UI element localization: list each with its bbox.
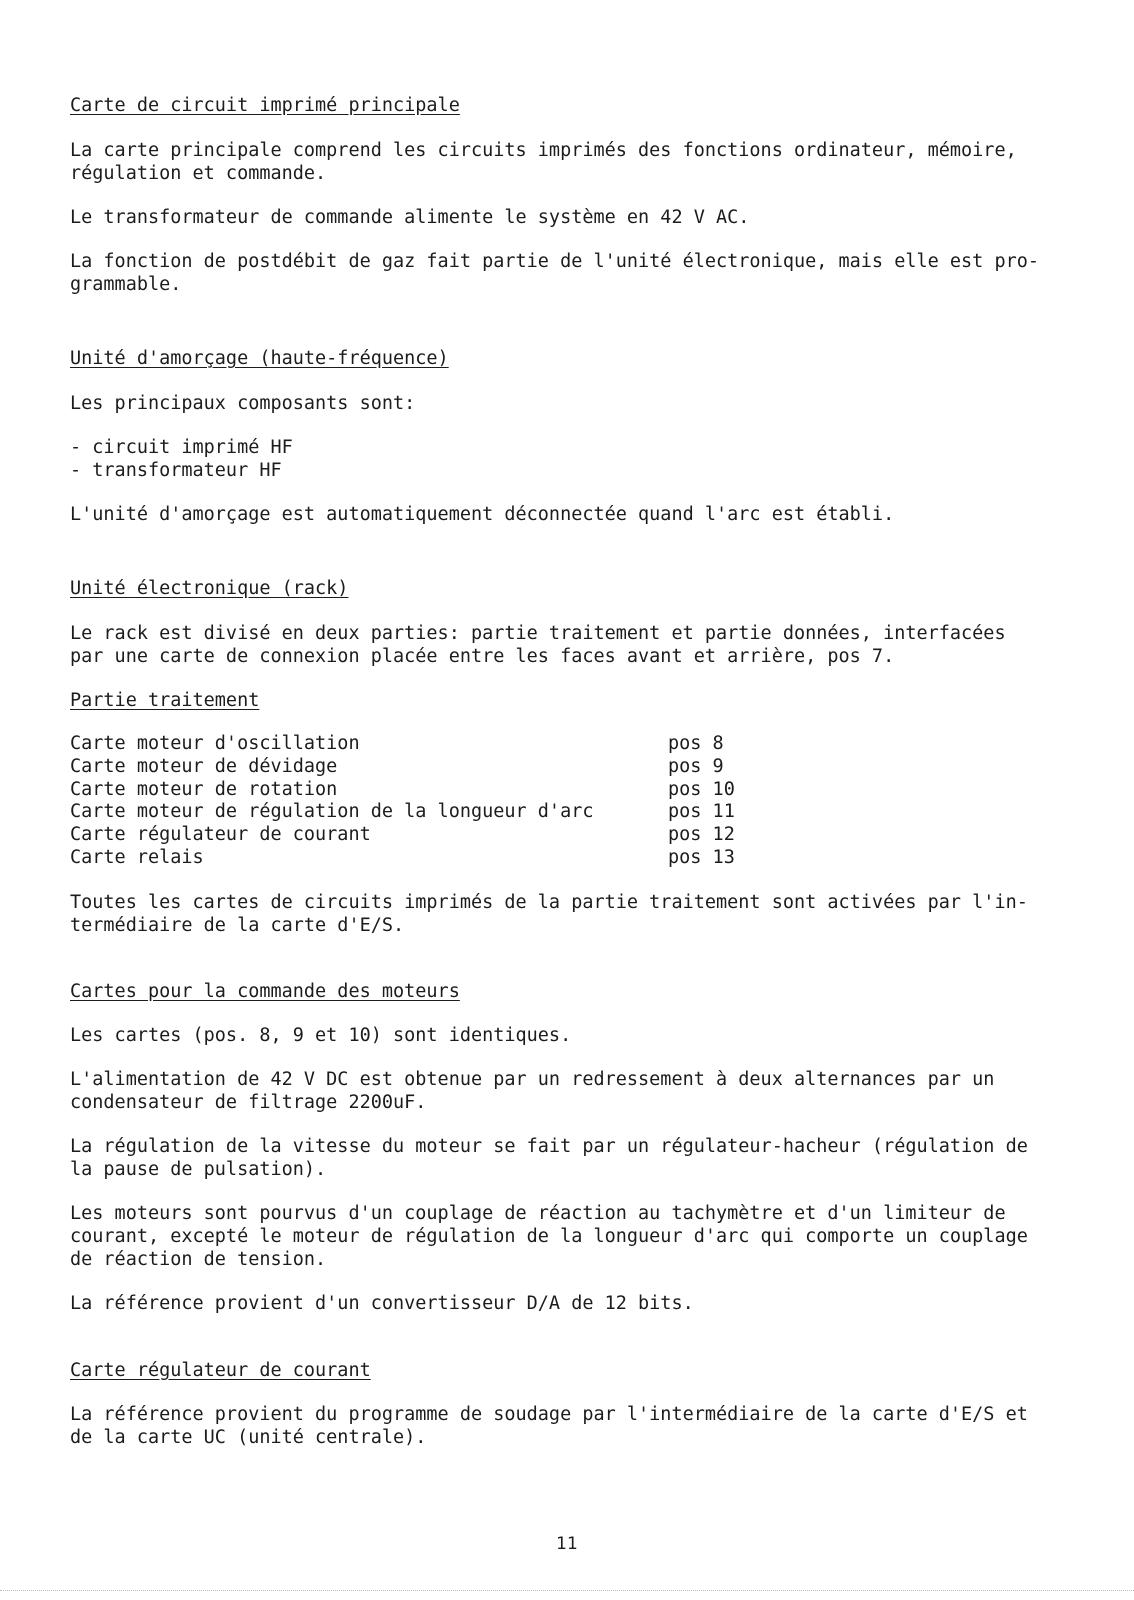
row-pos: pos 10 [668, 778, 735, 800]
heading-processing: Partie traitement [70, 690, 260, 711]
processing-paragraph-line-1: Toutes les cartes de circuits imprimés de la partie traitement sont activées par l'in- [70, 891, 1028, 913]
table-row [70, 847, 1070, 870]
heading-rack: Unité électronique (rack) [70, 578, 349, 599]
main-board-paragraph-1-line-1: La carte principale comprend les circuits imprimés des fonctions ordinateur, mémoire, [70, 140, 1017, 161]
motor-cards-paragraph-5: La référence provient d'un convertisseur D/A de 12 bits. [70, 1292, 694, 1314]
main-board-paragraph-1-line-2: régulation et commande. [70, 163, 327, 184]
motor-cards-paragraph-2-line-1: L'alimentation de 42 V DC est obtenue par un redressement à deux alternances par un [70, 1068, 995, 1090]
main-board-paragraph-3-line-1: La fonction de postdébit de gaz fait partie de l'unité électronique, mais elle est pro- [70, 251, 1040, 272]
rack-paragraph-line-1: Le rack est divisé en deux parties: partie traitement et partie données, interfacées [70, 623, 1006, 644]
table-row [70, 756, 1070, 779]
main-board-paragraph-2: Le transformateur de commande alimente le système en 42 V AC. [70, 207, 750, 228]
table-row [70, 824, 1070, 847]
list-item: - circuit imprimé HF [70, 437, 293, 458]
heading-main-board: Carte de circuit imprimé principale [70, 95, 460, 116]
table-row [70, 801, 1070, 824]
motor-cards-paragraph-4-line-2: courant, excepté le moteur de régulation de la longueur d'arc qui comporte un couplage [70, 1225, 1028, 1247]
row-pos: pos 9 [668, 755, 724, 777]
row-label: Carte moteur de dévidage [70, 755, 338, 777]
page-number: 11 [556, 1534, 578, 1554]
list-item: - transformateur HF [70, 460, 282, 481]
main-board-paragraph-3-line-2: grammable. [70, 274, 182, 295]
row-label: Carte moteur d'oscillation [70, 733, 360, 754]
processing-paragraph-line-2: termédiaire de la carte d'E/S. [70, 914, 405, 936]
ignition-intro: Les principaux composants sont: [70, 393, 416, 414]
row-pos: pos 12 [668, 824, 735, 846]
motor-cards-paragraph-3-line-2: la pause de pulsation). [70, 1158, 327, 1180]
motor-cards-paragraph-3-line-1: La régulation de la vitesse du moteur se fait par un régulateur-hacheur (régulation de [70, 1135, 1028, 1157]
heading-motor-cards: Cartes pour la commande des moteurs [70, 980, 460, 1002]
table-row [70, 733, 1070, 756]
row-label: Carte relais [70, 846, 204, 868]
scan-edge-divider [0, 1590, 1134, 1593]
ignition-paragraph-2: L'unité d'amorçage est automatiquement déconnectée quand l'arc est établi. [70, 504, 895, 525]
motor-cards-paragraph-4-line-1: Les moteurs sont pourvus d'un couplage de réaction au tachymètre et d'un limiteur de [70, 1202, 1006, 1224]
row-label: Carte régulateur de courant [70, 824, 371, 846]
processing-table [70, 733, 1070, 870]
heading-ignition: Unité d'amorçage (haute-fréquence) [70, 348, 449, 369]
rack-paragraph-line-2: par une carte de connexion placée entre les faces avant et arrière, pos 7. [70, 646, 895, 667]
document-page [70, 94, 1070, 1449]
row-pos: pos 13 [668, 846, 735, 868]
row-label: Carte moteur de régulation de la longueur d'arc [70, 801, 594, 823]
row-pos: pos 11 [668, 801, 735, 823]
motor-cards-paragraph-2-line-2: condensateur de filtrage 2200uF. [70, 1091, 427, 1113]
motor-cards-paragraph-4-line-3: de réaction de tension. [70, 1248, 327, 1270]
heading-current-regulator: Carte régulateur de courant [70, 1359, 371, 1381]
current-regulator-paragraph-line-2: de la carte UC (unité centrale). [70, 1426, 427, 1448]
current-regulator-paragraph-line-1: La référence provient du programme de soudage par l'intermédiaire de la carte d'E/S et [70, 1403, 1028, 1425]
motor-cards-paragraph-1: Les cartes (pos. 8, 9 et 10) sont identiques. [70, 1024, 572, 1046]
row-label: Carte moteur de rotation [70, 778, 338, 800]
table-row [70, 779, 1070, 802]
row-pos: pos 8 [668, 733, 724, 754]
